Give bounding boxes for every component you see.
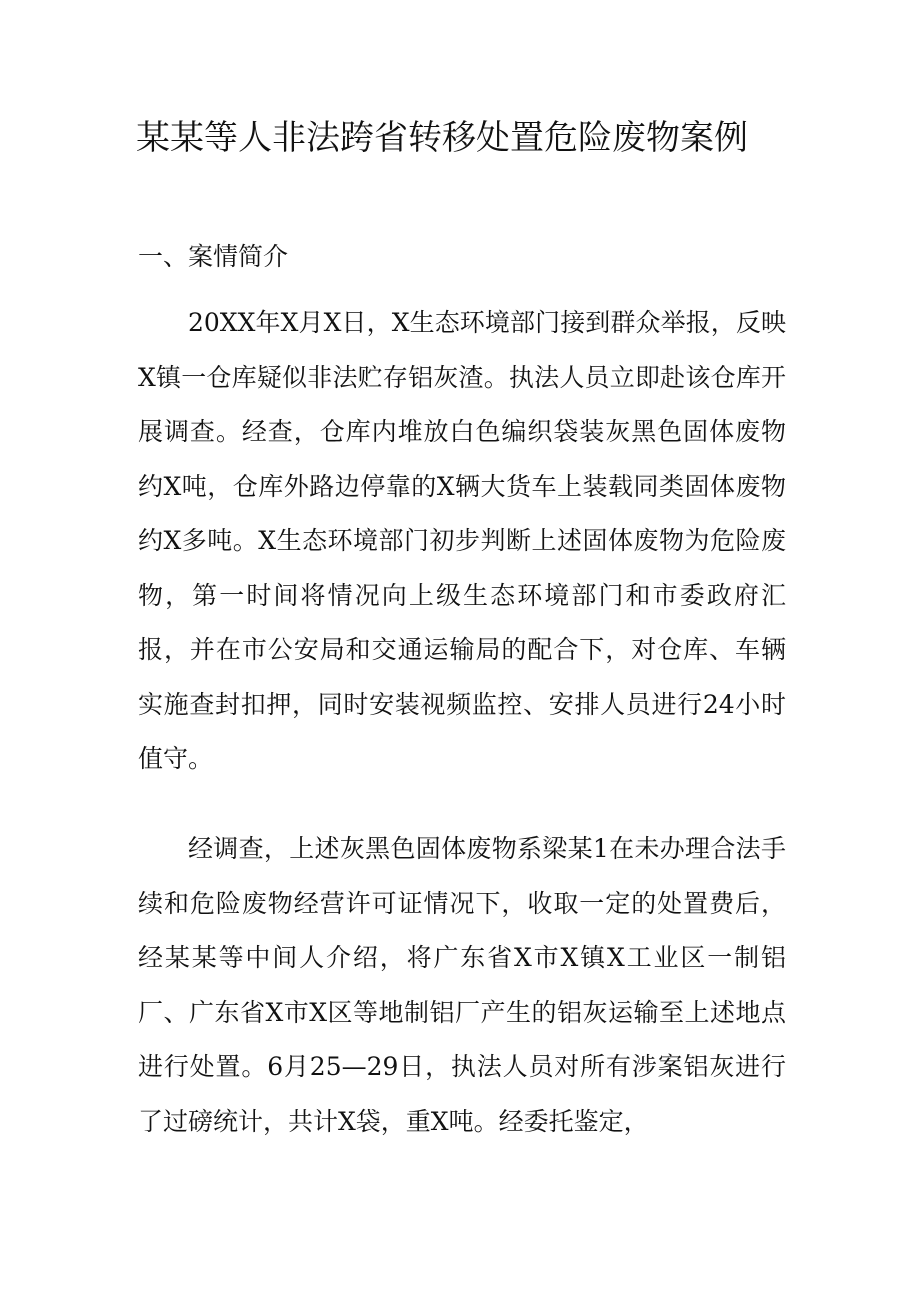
paragraph-investigation: 经调查，上述灰黑色固体废物系梁某1在未办理合法手续和危险废物经营许可证情况下，收取一定的处置费后，经某某等中间人介绍，将广东省X市X镇X工业区一制铝厂、广东省X市X区等地制铝厂产生的铝灰运输至上述地点进行处置。6月25—29日，执法人员对所有涉案铝灰进行了过磅统计，共计X袋，重X吨。经委托鉴定， [138, 834, 786, 1136]
section-heading: 一、案情简介 [138, 242, 289, 271]
paragraph-case-intro: 20XX年X月X日，X生态环境部门接到群众举报，反映X镇一仓库疑似非法贮存铝灰渣。执法人员立即赴该仓库开展调查。经查，仓库内堆放白色编织袋装灰黑色固体废物约X吨，仓库外路边停靠的X辆大货车上装载同类固体废物约X多吨。X生态环境部门初步判断上述固体废物为危险废物，第一时间将情况向上级生态环境部门和市委政府汇报，并在市公安局和交通运输局的配合下，对仓库、车辆实施查封扣押，同时安装视频监控、安排人员进行24小时值守。 [138, 308, 786, 773]
document-title: 某某等人非法跨省转移处置危险废物案例 [136, 118, 748, 158]
